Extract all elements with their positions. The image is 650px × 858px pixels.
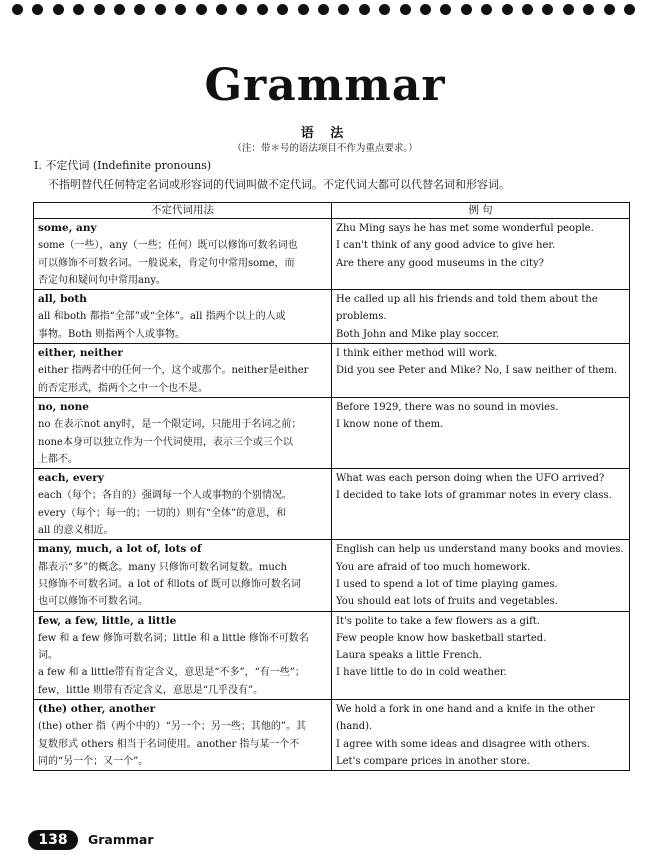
binding-dot — [400, 4, 411, 15]
grammar-table — [33, 202, 630, 771]
pronoun-term: some, any — [38, 222, 97, 234]
examples-cell — [332, 540, 630, 611]
example-sentence: You are afraid of too much homework. — [336, 561, 531, 573]
usage-cell — [34, 611, 332, 699]
usage-line: 也可以修饰不可数名词。 — [38, 596, 148, 608]
usage-line: 只修饰不可数名词。a lot of 和lots of 既可以修饰可数名词 — [38, 578, 301, 590]
examples-cell — [332, 469, 630, 540]
pronoun-term: either, neither — [38, 347, 123, 360]
example-sentence: Did you see Peter and Mike? No, I saw neither of them. — [336, 365, 618, 377]
binding-dot — [604, 4, 615, 15]
example-sentence: Let's compare prices in another store. — [336, 755, 530, 767]
binding-dot — [440, 4, 451, 15]
usage-cell — [34, 219, 332, 290]
usage-line: 都表示“多”的概念。many 只修饰可数名词复数。much — [38, 561, 287, 573]
binding-dot — [624, 4, 635, 15]
example-sentence: I know none of them. — [336, 419, 444, 431]
usage-line: all 和both 都指“全部”或“全体”。all 指两个以上的人或 — [38, 311, 286, 323]
binding-dot — [73, 4, 84, 15]
binding-dot — [32, 4, 43, 15]
binding-dot — [94, 4, 105, 15]
usage-line: no 在表示not any时，是一个限定词，只能用于名词之前； — [38, 419, 302, 431]
binding-dot — [216, 4, 227, 15]
examples-cell — [332, 397, 630, 468]
usage-line: none本身可以独立作为一个代词使用，表示三个或三个以 — [38, 436, 293, 448]
page-note: （注：带＊号的语法项目不作为重点要求。） — [232, 143, 418, 154]
pronoun-term: (the) other, another — [38, 703, 156, 716]
page-title: Grammar — [204, 60, 446, 111]
examples-cell — [332, 611, 630, 699]
usage-line: 的否定形式，指两个之中一个也不是。 — [38, 382, 208, 394]
usage-cell — [34, 700, 332, 771]
usage-cell — [34, 290, 332, 344]
header-usage: 不定代词用法 — [34, 203, 332, 219]
example-sentence: I can't think of any good advice to give her. — [336, 240, 556, 252]
footer-label: Grammar — [88, 832, 154, 847]
table-row — [34, 344, 630, 398]
usage-cell — [34, 469, 332, 540]
example-sentence: What was each person doing when the UFO arrived? — [336, 473, 605, 485]
binding-dot — [134, 4, 145, 15]
pronoun-term: no, none — [38, 400, 89, 413]
usage-line: either 指两者中的任何一个，这个或那个。neither是either — [38, 365, 309, 377]
examples-cell — [332, 290, 630, 344]
binding-dot — [359, 4, 370, 15]
usage-line: each（每个；各自的）强调每一个人或事物的个别情况。 — [38, 490, 292, 502]
table-header-row — [34, 203, 630, 219]
binding-dot — [481, 4, 492, 15]
pronoun-term: each, every — [38, 472, 104, 485]
binding-dot — [583, 4, 594, 15]
usage-line: few 和 a few 修饰可数名词；little 和 a little 修饰不可数名 — [38, 632, 309, 644]
example-sentence: I decided to take lots of grammar notes in every class. — [336, 490, 612, 502]
pronoun-term: many, much, a lot of, lots of — [38, 543, 202, 556]
usage-line: 事物。Both 则指两个人或事物。 — [38, 328, 186, 340]
binding-dot — [338, 4, 349, 15]
binding-dot — [461, 4, 472, 15]
example-sentence: I agree with some ideas and disagree with others. — [336, 738, 590, 750]
binding-dot — [236, 4, 247, 15]
binding-dot — [257, 4, 268, 15]
table-body — [34, 219, 630, 771]
example-sentence: I think either method will work. — [336, 348, 498, 360]
page-subtitle: 语 法 — [300, 126, 350, 141]
usage-cell — [34, 540, 332, 611]
binding-dot — [277, 4, 288, 15]
binding-dot — [542, 4, 553, 15]
section-intro: 不指明替代任何特定名词或形容词的代词叫做不定代词。不定代词大都可以代替名词和形容词。 — [48, 178, 510, 191]
binding-dot — [114, 4, 125, 15]
table-row — [34, 540, 630, 611]
example-sentence: It's polite to take a few flowers as a gift. — [336, 615, 540, 627]
section-heading: I. 不定代词 (Indefinite pronouns) — [34, 159, 212, 172]
example-sentence: You should eat lots of fruits and vegetables. — [336, 596, 558, 608]
table-row — [34, 611, 630, 699]
binding-dot — [196, 4, 207, 15]
examples-cell — [332, 219, 630, 290]
example-sentence: English can help us understand many books and movies. — [336, 544, 624, 556]
usage-line: (the) other 指（两个中的）“另一个；另一些；其他的”。其 — [38, 721, 306, 733]
example-sentence: I used to spend a lot of time playing games. — [336, 578, 558, 590]
example-sentence: Laura speaks a little French. — [336, 650, 482, 662]
pronoun-term: few, a few, little, a little — [38, 614, 177, 627]
example-sentence: We hold a fork in one hand and a knife in the other (hand). — [336, 704, 595, 733]
example-sentence: Zhu Ming says he has met some wonderful people. — [336, 223, 594, 234]
binding-dot — [420, 4, 431, 15]
examples-cell — [332, 344, 630, 398]
binding-dot — [318, 4, 329, 15]
usage-line: few，little 则带有否定含义，意思是“几乎没有”。 — [38, 684, 264, 696]
binding-dot — [53, 4, 64, 15]
binding-dot — [12, 4, 23, 15]
usage-line: 同的“另一个；又一个”。 — [38, 755, 149, 767]
table-row — [34, 397, 630, 468]
binding-dot — [298, 4, 309, 15]
table-row — [34, 469, 630, 540]
usage-line: 可以修饰不可数名词。一般说来，肯定句中常用some，而 — [38, 257, 295, 269]
table-row — [34, 219, 630, 290]
example-sentence: I have little to do in cold weather. — [336, 667, 507, 679]
usage-line: a few 和 a little带有肯定含义，意思是“不多”，“有一些”； — [38, 667, 305, 679]
example-sentence: Are there any good museums in the city? — [336, 257, 545, 269]
table-row — [34, 700, 630, 771]
usage-line: all 的意义相近。 — [38, 525, 114, 537]
example-sentence: Few people know how basketball started. — [336, 632, 547, 644]
pronoun-term: all, both — [38, 293, 87, 306]
example-sentence: Both John and Mike play soccer. — [336, 328, 500, 340]
binding-dot — [502, 4, 513, 15]
usage-line: 上都不。 — [38, 453, 78, 465]
usage-line: 复数形式 others 相当于名词使用。another 指与某一个不 — [38, 738, 300, 750]
examples-cell — [332, 700, 630, 771]
binding-dot — [175, 4, 186, 15]
usage-cell — [34, 397, 332, 468]
table-row — [34, 290, 630, 344]
usage-cell — [34, 344, 332, 398]
spiral-binding — [12, 4, 650, 18]
usage-line: every（每个；每一的；一切的）则有“全体”的意思，和 — [38, 507, 287, 519]
usage-line: 否定句和疑问句中常用any。 — [38, 274, 167, 286]
binding-dot — [522, 4, 533, 15]
binding-dot — [563, 4, 574, 15]
binding-dot — [155, 4, 166, 15]
page-number-badge: 138 — [28, 830, 78, 850]
example-sentence: He called up all his friends and told them about the problems. — [336, 294, 598, 323]
usage-line: 词。 — [38, 650, 58, 662]
example-sentence: Before 1929, there was no sound in movies. — [336, 401, 559, 413]
usage-line: some（一些），any（一些；任何）既可以修饰可数名词也 — [38, 240, 298, 252]
binding-dot — [379, 4, 390, 15]
header-examples: 例 句 — [332, 203, 630, 219]
